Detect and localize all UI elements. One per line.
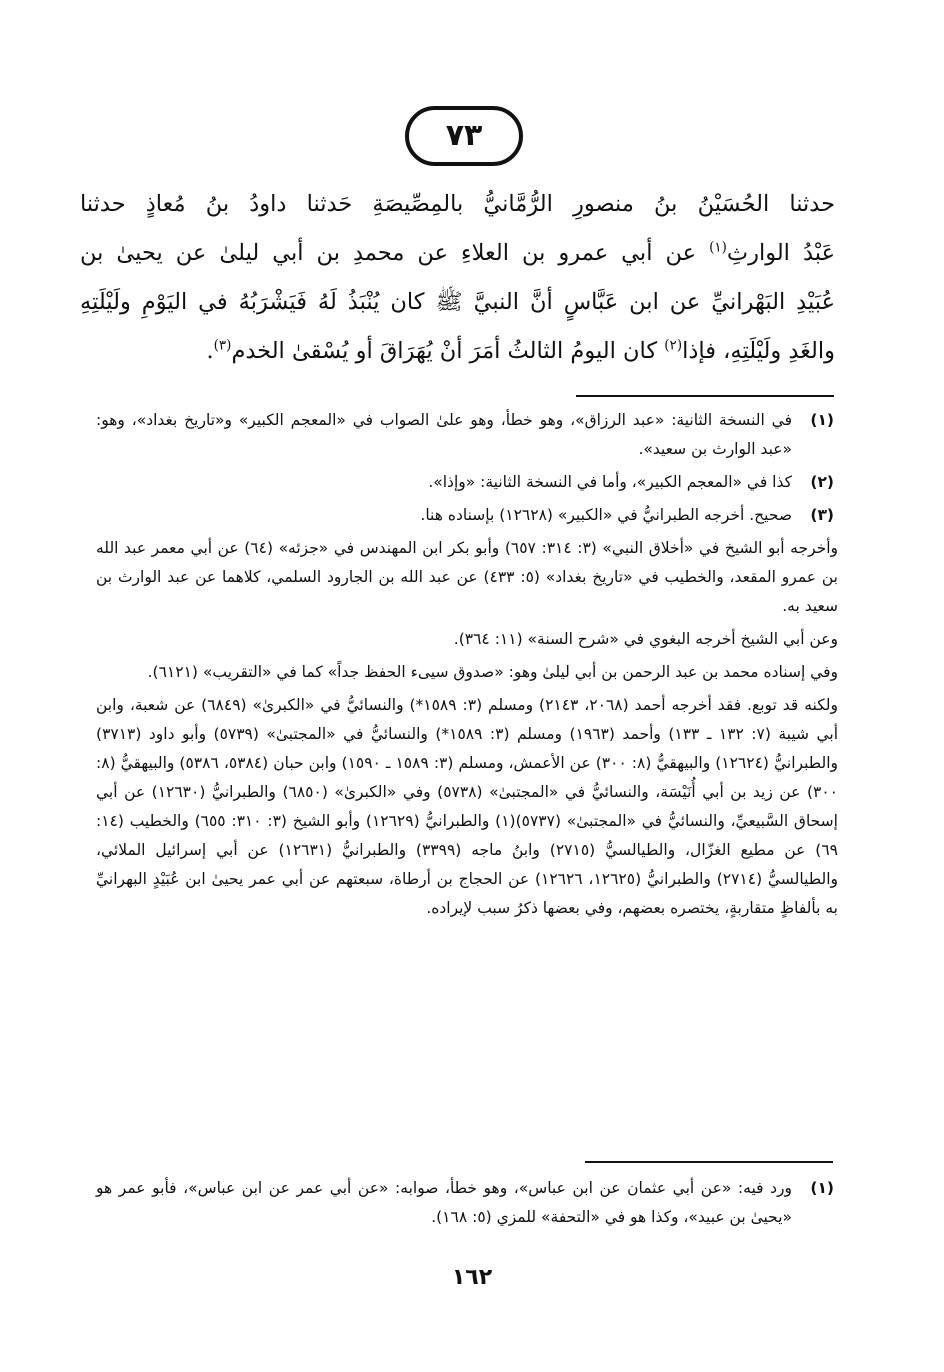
- footnote: [96, 501, 840, 530]
- footnote: [96, 1174, 840, 1232]
- footnote: [96, 406, 840, 464]
- page-number: ١٦٢: [451, 1265, 493, 1290]
- footnotes-section: [96, 406, 840, 927]
- footnote-separator: [585, 1161, 833, 1163]
- footnote-number: (٣): [810, 506, 834, 524]
- footnote-text: ورد فيه: «عن أبي عثمان عن ابن عباس»، وهو خطأ، صوابه: «عن أبي عمر عن ابن عباس»، فأبو عمر هو «يحيىٰ بن عبيد»، وكذا هو في «التحفة» للمزي (٥: ١٦٨).: [96, 1179, 792, 1226]
- footnote-marker: (٢): [664, 337, 683, 354]
- hadith-line: عَبْدُ الوارثِ$^{(١)}$ عن أبي عمرو بن العلاءِ عن محمدِ بن أبي ليلىٰ عن يحيىٰ بن: [80, 239, 835, 266]
- footnote-number: (٢): [810, 473, 834, 491]
- footnote-paragraph: وأخرجه أبو الشيخ في «أخلاق النبي» (٣: ٣١٤: ٦٥٧) وأبو بكر ابن المهندس في «جزئه» (٦٤) عن أبي معمر عبد الله بن عمرو المقعد، والخطيب في «تاريخ بغداد» (٥: ٤٣٣) عن عبد الله بن الجارود السلمي، كلاهما عن عبد الوارث بن سعيد به.: [96, 539, 838, 615]
- hadith-line: والغَدِ ولَيْلَتِهِ، فإذا$^{(٢)}$ كان اليومُ الثالثُ أمَرَ أنْ يُهَرَاقَ أو يُسْقىٰ الخدم$^{(٣)}$.: [206, 337, 835, 364]
- footnote-text: في النسخة الثانية: «عبد الرزاق»، وهو خطأ، وهو علىٰ الصواب في «المعجم الكبير» و«تاريخ بغداد»، وهو: «عبد الوارث بن سعيد».: [96, 411, 792, 458]
- sub-footnotes-section: [96, 1174, 840, 1236]
- footnote-number: (١): [810, 411, 834, 429]
- hadith-line: حدثنا الحُسَيْنُ بنُ منصورِ الرُّمَّانيُّ بالمِصِّيصَةِ حَدثنا داودُ بنُ مُعاذٍ حدثنا: [80, 191, 835, 217]
- hadith-number: ٧٣: [445, 118, 483, 153]
- hadith-text: [80, 180, 835, 376]
- footnote-marker: (٣): [213, 337, 232, 354]
- footnote-paragraph: وعن أبي الشيخ أخرجه البغوي في «شرح السنة» (١١: ٣٦٤).: [453, 630, 838, 648]
- footnote-paragraph: ولكنه قد توبع. فقد أخرجه أحمد (٢٠٦٨، ٢١٤٣) ومسلم (٣: ١٥٨٩*) والنسائيُّ في «الكبرىٰ» (٦٨٤٩) عن شعبة، وابن أبي شيبة (٧: ١٣٢ ـ ١٣٣) وأحمد (١٩٦٣) ومسلم (٣: ١٥٨٩*) والنسائيُّ في «المجتبىٰ» (٥٧٣٩) وأبو داود (٣٧١٣) والطبرانيُّ (١٢٦٢٤) والبيهقيُّ (٨: ٣٠٠) عن الأعمش، ومسلم (٣: ١٥٨٩ ـ ١٥٩٠) وابن حبان (٥٣٨٤، ٥٣٨٦) والبيهقيُّ (٨: ٣٠٠) عن زيد بن أبي أُنَيْسَة، والنسائيُّ في «المجتبىٰ» (٥٧٣٨) وفي «الكبرىٰ» (٦٨٥٠) والطبرانيُّ (١٢٦٣٠) عن أبي إسحاق السَّبيعيِّ، والنسائيُّ في «المجتبىٰ» (٥٧٣٧)(١) والطبرانيُّ (١٢٦٢٩) وأبو الشيخ (٣: ٣١٠: ٦٥٥) والخطيب (١٤: ٦٩) عن مطيع الغزّال، والطيالسيُّ (٢٧١٥) وابنُ ماجه (٣٣٩٩) والطبرانيُّ (١٢٦٣١) عن أبي إسرائيل الملائي، والطيالسيُّ (٢٧١٤) والطبرانيُّ (١٢٦٢٥، ١٢٦٢٦) عن الحجاج بن أرطاة، سبعتهم عن أبي عمر يحيىٰ ابن عُبَيْدٍ البهرانيِّ به بألفاظٍ متقاربةٍ، يختصره بعضهم، وفي بعضها ذكرُ سبب لإيراده.: [96, 696, 838, 917]
- footnote-text: كذا في «المعجم الكبير»، وأما في النسخة الثانية: «وإذا».: [428, 473, 792, 491]
- footnote-marker: (١): [709, 239, 727, 256]
- hadith-number-badge: [405, 106, 523, 166]
- footnote-number: (١): [810, 1179, 834, 1197]
- footnote-text: صحيح. أخرجه الطبرانيُّ في «الكبير» (١٢٦٢٨) بإسناده هنا.: [420, 506, 792, 524]
- footnote-separator: [576, 395, 834, 397]
- footnote-paragraph: وفي إسناده محمد بن عبد الرحمن بن أبي ليلىٰ وهو: «صدوق سيىء الحفظ جداً» كما في «التقريب» (٦١٢١).: [147, 663, 838, 681]
- footnote: [96, 468, 840, 497]
- hadith-line: عُبَيْدِ البَهْرانيِّ عن ابن عَبَّاسٍ أنَّ النبيَّ ﷺ كان يُنْبَذُ لَهُ فَيَشْرَبُهُ في اليَوْمِ ولَيْلَتِهِ: [80, 289, 835, 315]
